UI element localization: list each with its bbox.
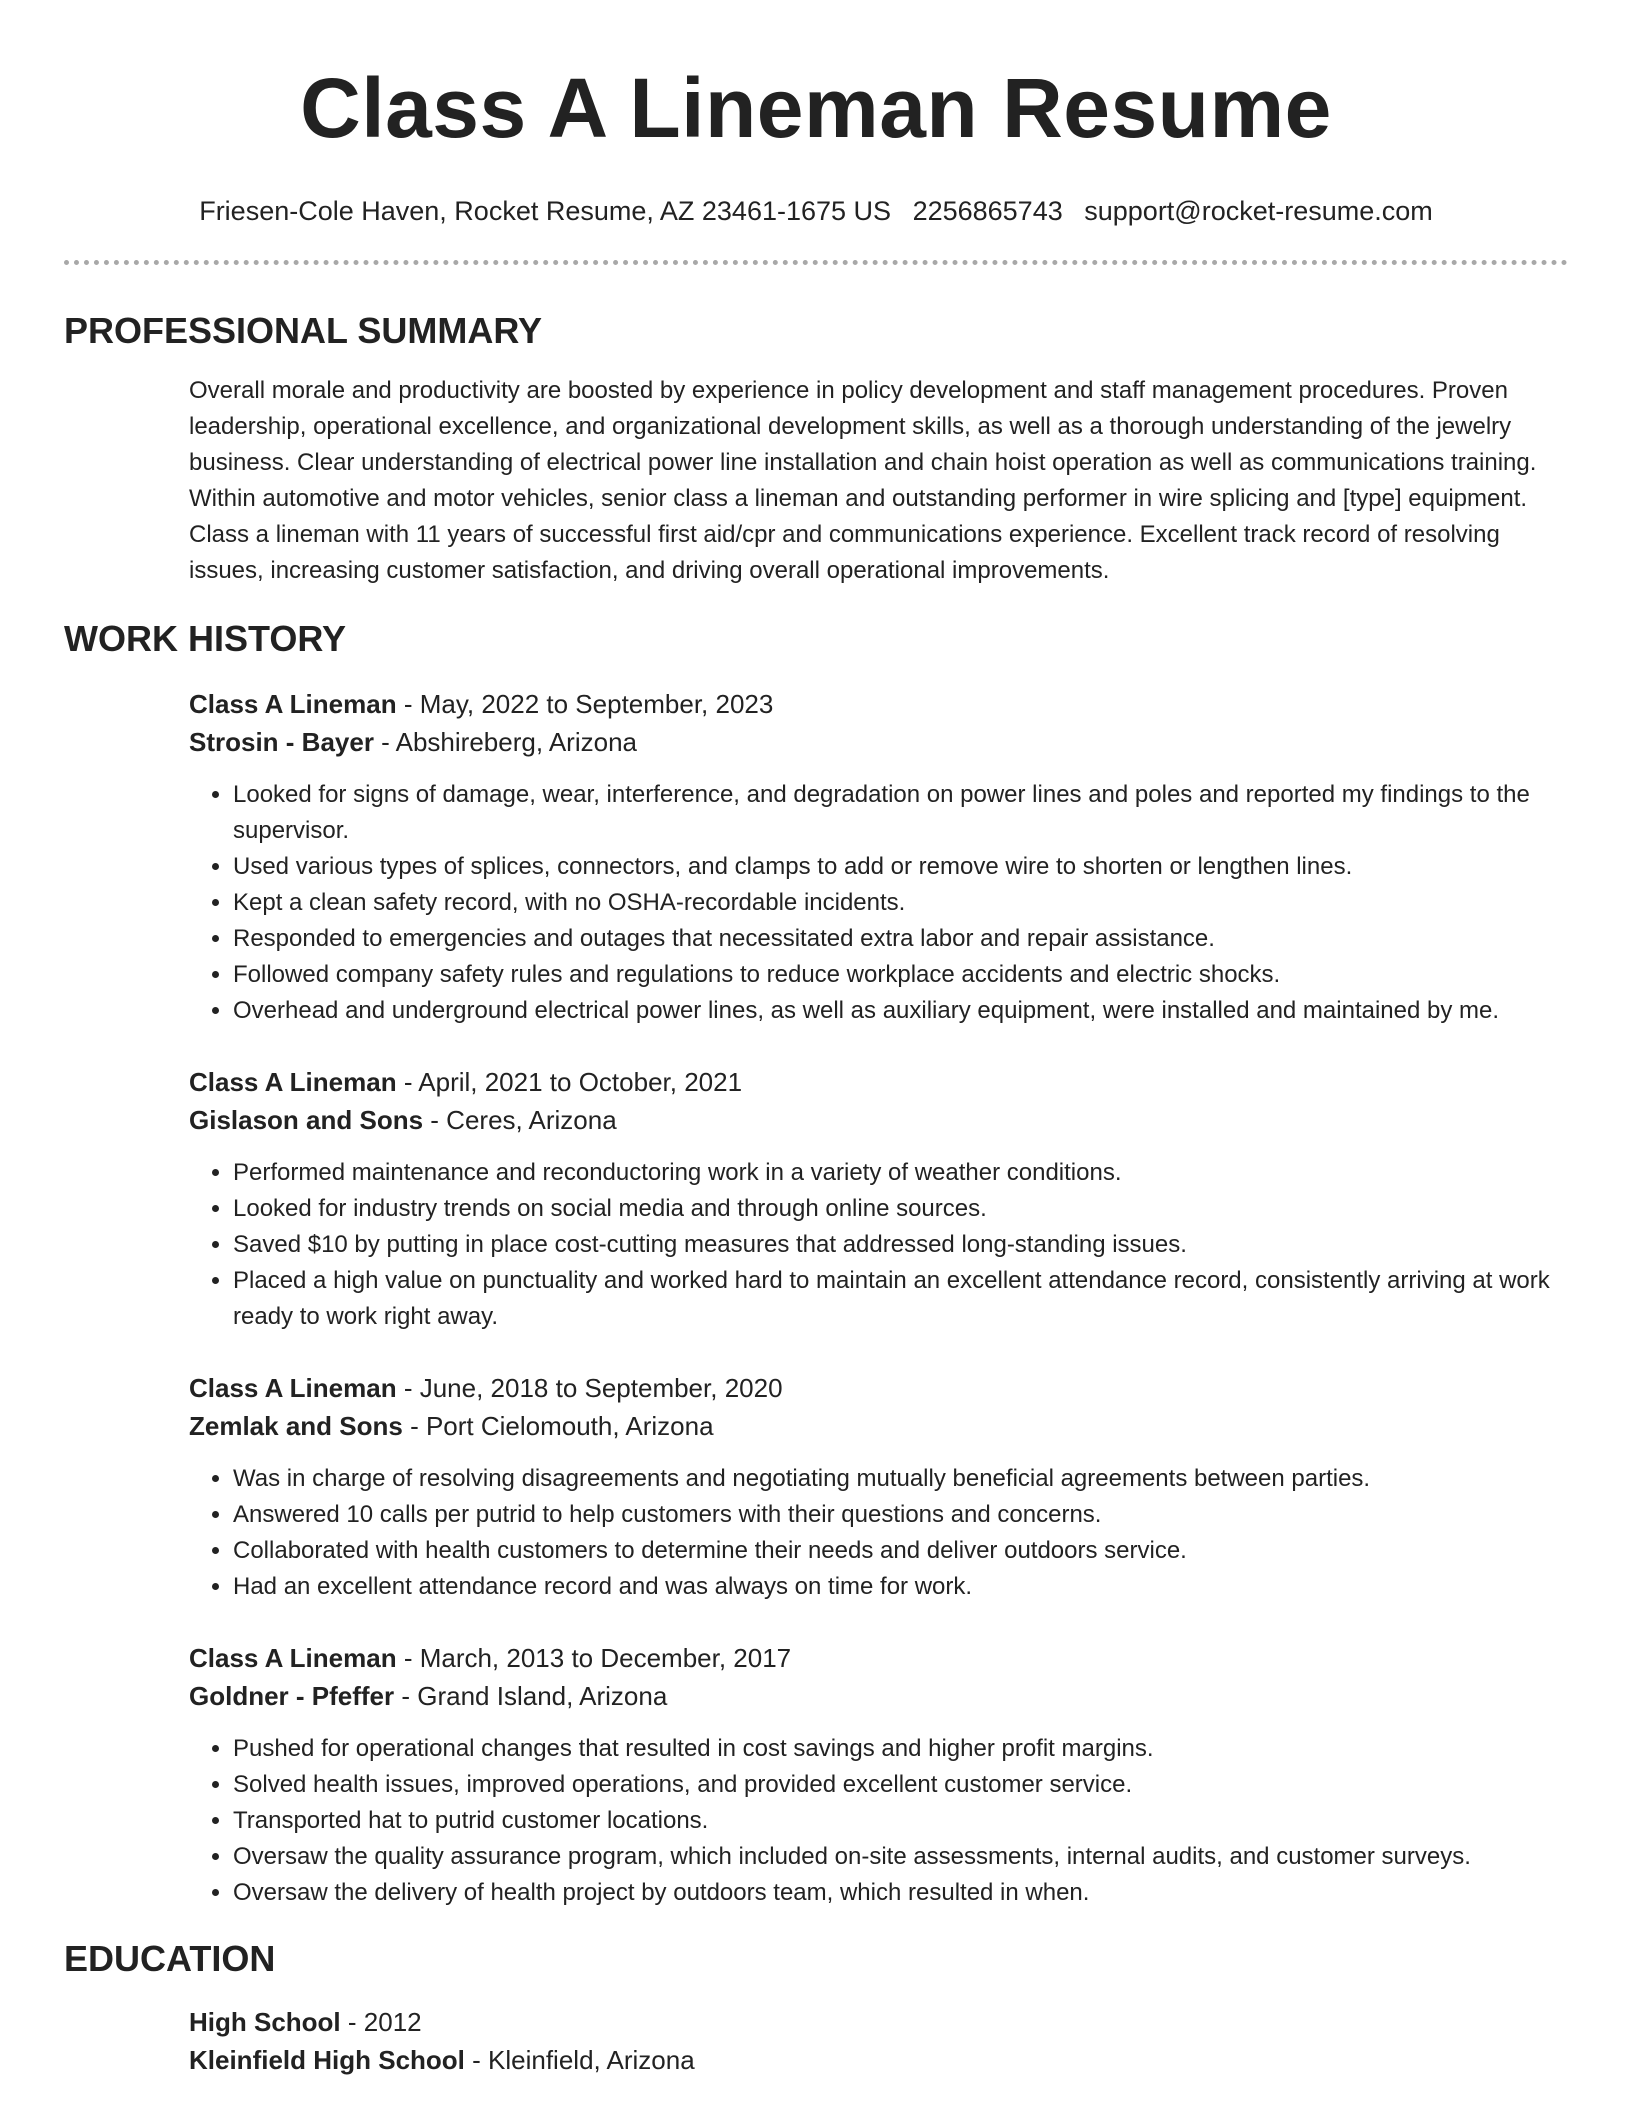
- job-role: Class A Lineman: [189, 1067, 397, 1097]
- job-role: Class A Lineman: [189, 1373, 397, 1403]
- job-bullet: • Oversaw the delivery of health project by outdoors team, which resulted in when.: [233, 1875, 1568, 1911]
- job-company: Gislason and Sons: [189, 1105, 424, 1135]
- job-bullet: • Used various types of splices, connectors, and clamps to add or remove wire to shorten or lengthen lines.: [233, 849, 1568, 885]
- education-year: - 2012: [340, 2007, 422, 2037]
- job-bullet: • Performed maintenance and reconductoring work in a variety of weather conditions.: [233, 1155, 1568, 1191]
- job-bullet: • Pushed for operational changes that resulted in cost savings and higher profit margins.: [233, 1731, 1568, 1767]
- job-dates: - June, 2018 to September, 2020: [396, 1373, 783, 1403]
- job-bullet: • Oversaw the quality assurance program, which included on-site assessments, internal audits, and customer surveys.: [233, 1839, 1568, 1875]
- job-company: Goldner - Pfeffer: [189, 1681, 395, 1711]
- job-company: Strosin - Bayer: [189, 727, 374, 757]
- job-bullet: • Transported hat to putrid customer locations.: [233, 1803, 1568, 1839]
- job-location: - Port Cielomouth, Arizona: [402, 1411, 714, 1441]
- job-company: Zemlak and Sons: [189, 1411, 403, 1441]
- work-history-list: [189, 685, 1568, 1911]
- job-bullet: • Collaborated with health customers to determine their needs and deliver outdoors service.: [233, 1533, 1568, 1569]
- job-bullets: [189, 1155, 1568, 1335]
- job-location: - Grand Island, Arizona: [394, 1681, 668, 1711]
- job-company-line: [189, 1677, 1568, 1715]
- job-role: Class A Lineman: [189, 1643, 397, 1673]
- resume-page: [64, 0, 1568, 2079]
- section-title-summary: PROFESSIONAL SUMMARY: [64, 310, 543, 351]
- contact-address: Friesen-Cole Haven, Rocket Resume, AZ 23461-1675 US: [199, 196, 892, 226]
- job-entry: [189, 1369, 1568, 1605]
- education-entry: [189, 2003, 1568, 2079]
- job-title-line: [189, 685, 1568, 723]
- section-title-education: EDUCATION: [64, 1938, 276, 1979]
- job-bullet: • Placed a high value on punctuality and worked hard to maintain an excellent attendance record, consistently arriving at work ready to work right away.: [233, 1263, 1568, 1335]
- resume-title: Class A Lineman Resume: [300, 61, 1332, 155]
- job-bullet: • Kept a clean safety record, with no OSHA-recordable incidents.: [233, 885, 1568, 921]
- job-bullet: • Responded to emergencies and outages that necessitated extra labor and repair assistance.: [233, 921, 1568, 957]
- job-entry: [189, 1063, 1568, 1335]
- education-school-line: [189, 2041, 1568, 2079]
- job-dates: - May, 2022 to September, 2023: [396, 689, 774, 719]
- job-dates: - April, 2021 to October, 2021: [396, 1067, 743, 1097]
- job-bullet: • Solved health issues, improved operations, and provided excellent customer service.: [233, 1767, 1568, 1803]
- contact-line: [64, 194, 1568, 228]
- contact-email: support@rocket-resume.com: [1084, 196, 1433, 226]
- education-school: Kleinfield High School: [189, 2045, 465, 2075]
- job-company-line: [189, 1407, 1568, 1445]
- job-location: - Ceres, Arizona: [423, 1105, 617, 1135]
- header-divider: [64, 260, 1568, 265]
- contact-phone: 2256865743: [912, 196, 1063, 226]
- job-bullet: • Followed company safety rules and regulations to reduce workplace accidents and electric shocks.: [233, 957, 1568, 993]
- job-bullet: • Overhead and underground electrical power lines, as well as auxiliary equipment, were installed and maintained by me.: [233, 993, 1568, 1029]
- job-location: - Abshireberg, Arizona: [373, 727, 637, 757]
- job-bullet: • Was in charge of resolving disagreements and negotiating mutually beneficial agreements between parties.: [233, 1461, 1568, 1497]
- job-role: Class A Lineman: [189, 689, 397, 719]
- job-bullets: [189, 1731, 1568, 1911]
- job-bullet: • Had an excellent attendance record and was always on time for work.: [233, 1569, 1568, 1605]
- job-title-line: [189, 1369, 1568, 1407]
- job-bullets: [189, 1461, 1568, 1605]
- section-title-work-history: WORK HISTORY: [64, 618, 347, 659]
- job-company-line: [189, 723, 1568, 761]
- job-bullets: [189, 777, 1568, 1029]
- job-bullet: • Answered 10 calls per putrid to help customers with their questions and concerns.: [233, 1497, 1568, 1533]
- education-degree: High School: [189, 2007, 341, 2037]
- job-entry: [189, 1639, 1568, 1911]
- job-title-line: [189, 1063, 1568, 1101]
- job-entry: [189, 685, 1568, 1029]
- job-bullet: • Saved $10 by putting in place cost-cutting measures that addressed long-standing issues.: [233, 1227, 1568, 1263]
- job-company-line: [189, 1101, 1568, 1139]
- job-title-line: [189, 1639, 1568, 1677]
- summary-text: Overall morale and productivity are boosted by experience in policy development and staff management procedures. Proven leadership, operational excellence, and organizational development skills, as well as a thorough understanding of the jewelry business. Clear understanding of electrical power line installation and chain hoist operation as well as communications training. Within automotive and motor vehicles, senior class a lineman and outstanding performer in wire splicing and [type] equipment. Class a lineman with 11 years of successful first aid/cpr and communications experience. Excellent track record of resolving issues, increasing customer satisfaction, and driving overall operational improvements.: [189, 377, 1537, 584]
- education-location: - Kleinfield, Arizona: [464, 2045, 695, 2075]
- job-bullet: • Looked for signs of damage, wear, interference, and degradation on power lines and poles and reported my findings to the supervisor.: [233, 777, 1568, 849]
- job-bullet: • Looked for industry trends on social media and through online sources.: [233, 1191, 1568, 1227]
- job-dates: - March, 2013 to December, 2017: [396, 1643, 792, 1673]
- education-degree-line: [189, 2003, 1568, 2041]
